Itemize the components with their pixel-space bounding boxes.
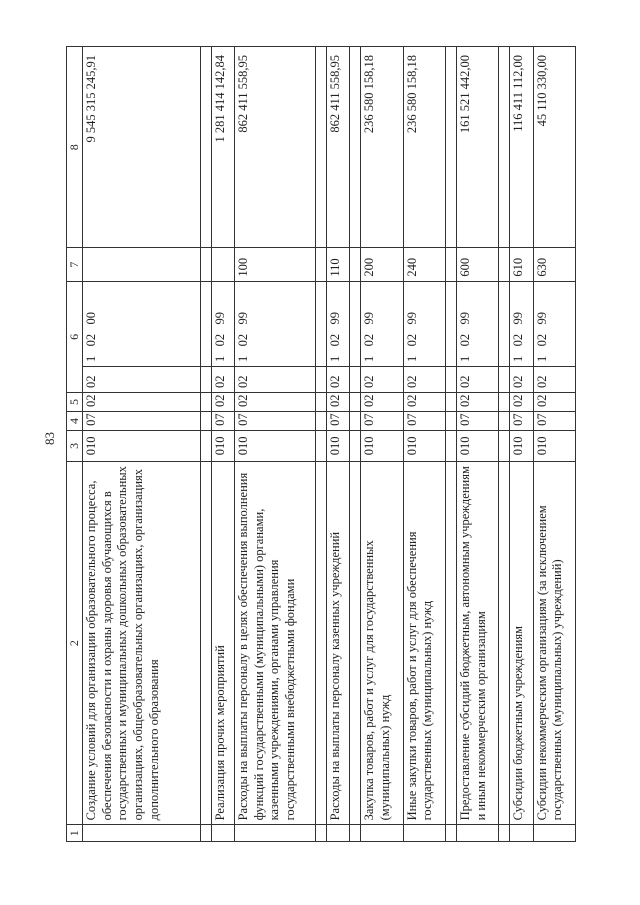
table-row xyxy=(457,47,499,842)
subsection-cell: 02 xyxy=(533,393,575,412)
section-cell: 07 xyxy=(361,411,403,430)
code-cell: 010 xyxy=(533,430,575,461)
row-number-cell xyxy=(457,825,499,842)
target-code-cell: 1 02 99 xyxy=(403,281,445,366)
amount-cell: 45 110 330,00 xyxy=(533,47,575,248)
target-code-cell: 1 02 99 xyxy=(510,281,533,366)
amount-cell: 116 411 112,00 xyxy=(510,47,533,248)
item-name-cell: Создание условий для организации образовательного процесса, обеспечения безопасности и охраны здоровья обучающихся в государственных и муниципальных дошкольных образовательных организациях, общеобразовательных организациях, организациях дополнительного образования xyxy=(83,461,201,825)
table-row xyxy=(212,47,235,842)
target-code-cell: 1 02 99 xyxy=(361,281,403,366)
target-prefix-cell: 02 xyxy=(361,366,403,392)
table-row xyxy=(361,47,403,842)
amount-cell: 236 580 158,18 xyxy=(403,47,445,248)
target-prefix-cell: 02 xyxy=(457,366,499,392)
row-number-cell xyxy=(235,825,316,842)
item-name-cell: Реализация прочих мероприятий xyxy=(212,461,235,825)
row-number-cell xyxy=(212,825,235,842)
amount-cell: 9 545 315 245,91 xyxy=(83,47,201,248)
section-cell: 07 xyxy=(403,411,445,430)
page-number: 83 xyxy=(42,432,57,445)
target-code-cell: 1 02 00 xyxy=(83,281,201,366)
item-name-cell: Расходы на выплаты персоналу в целях обеспечения выполнения функций государственными (муниципальными) органами, казенными учреждениями, органами управления государственными внебюджетными фондами xyxy=(235,461,316,825)
table-row xyxy=(83,47,201,842)
table-row xyxy=(235,47,316,842)
row-number-cell xyxy=(361,825,403,842)
section-cell: 07 xyxy=(533,411,575,430)
expense-type-cell xyxy=(83,248,201,281)
spacer-row xyxy=(201,47,212,842)
expense-type-cell: 200 xyxy=(361,248,403,281)
target-prefix-cell: 02 xyxy=(83,366,201,392)
subsection-cell: 02 xyxy=(403,393,445,412)
item-name-cell: Субсидии бюджетным учреждениям xyxy=(510,461,533,825)
target-code-cell: 1 02 99 xyxy=(533,281,575,366)
header-col-3: 3 xyxy=(67,430,83,461)
amount-cell: 1 281 414 142,84 xyxy=(212,47,235,248)
row-number-cell xyxy=(510,825,533,842)
target-prefix-cell: 02 xyxy=(533,366,575,392)
header-col-6: 6 xyxy=(67,281,83,392)
item-name-cell: Иные закупки товаров, работ и услуг для обеспечения государственных (муниципальных) нужд xyxy=(403,461,445,825)
table-row xyxy=(510,47,533,842)
subsection-cell: 02 xyxy=(327,393,350,412)
subsection-cell: 02 xyxy=(235,393,316,412)
header-col-2: 2 xyxy=(67,461,83,825)
subsection-cell: 02 xyxy=(457,393,499,412)
header-col-7: 7 xyxy=(67,248,83,281)
section-cell: 07 xyxy=(212,411,235,430)
target-prefix-cell: 02 xyxy=(403,366,445,392)
row-number-cell xyxy=(83,825,201,842)
expense-type-cell: 630 xyxy=(533,248,575,281)
code-cell: 010 xyxy=(510,430,533,461)
item-name-cell: Закупка товаров, работ и услуг для государственных (муниципальных) нужд xyxy=(361,461,403,825)
code-cell: 010 xyxy=(327,430,350,461)
header-col-8: 8 xyxy=(67,47,83,248)
target-prefix-cell: 02 xyxy=(327,366,350,392)
spacer-row xyxy=(446,47,457,842)
spacer-row xyxy=(499,47,510,842)
section-cell: 07 xyxy=(457,411,499,430)
header-col-4: 4 xyxy=(67,411,83,430)
header-row xyxy=(67,47,83,842)
code-cell: 010 xyxy=(212,430,235,461)
budget-table-container xyxy=(66,46,576,842)
expense-type-cell: 600 xyxy=(457,248,499,281)
item-name-cell: Субсидии некоммерческим организациям (за исключением государственных (муниципальных) учреждений) xyxy=(533,461,575,825)
spacer-row xyxy=(316,47,327,842)
item-name-cell: Предоставление субсидий бюджетным, автономным учреждениям и иным некоммерческим организациям xyxy=(457,461,499,825)
header-col-1: 1 xyxy=(67,825,83,842)
target-prefix-cell: 02 xyxy=(212,366,235,392)
target-code-cell: 1 02 99 xyxy=(327,281,350,366)
target-code-cell: 1 02 99 xyxy=(457,281,499,366)
amount-cell: 862 411 558,95 xyxy=(327,47,350,248)
code-cell: 010 xyxy=(403,430,445,461)
subsection-cell: 02 xyxy=(510,393,533,412)
code-cell: 010 xyxy=(235,430,316,461)
expense-type-cell xyxy=(212,248,235,281)
table-row xyxy=(403,47,445,842)
expense-type-cell: 100 xyxy=(235,248,316,281)
section-cell: 07 xyxy=(235,411,316,430)
header-col-5: 5 xyxy=(67,393,83,412)
expense-type-cell: 610 xyxy=(510,248,533,281)
target-code-cell: 1 02 99 xyxy=(235,281,316,366)
section-cell: 07 xyxy=(327,411,350,430)
target-code-cell: 1 02 99 xyxy=(212,281,235,366)
row-number-cell xyxy=(403,825,445,842)
target-prefix-cell: 02 xyxy=(235,366,316,392)
code-cell: 010 xyxy=(361,430,403,461)
expense-type-cell: 240 xyxy=(403,248,445,281)
amount-cell: 236 580 158,18 xyxy=(361,47,403,248)
row-number-cell xyxy=(533,825,575,842)
subsection-cell: 02 xyxy=(361,393,403,412)
target-prefix-cell: 02 xyxy=(510,366,533,392)
row-number-cell xyxy=(327,825,350,842)
table-row xyxy=(533,47,575,842)
subsection-cell: 02 xyxy=(212,393,235,412)
table-row xyxy=(327,47,350,842)
amount-cell: 862 411 558,95 xyxy=(235,47,316,248)
code-cell: 010 xyxy=(457,430,499,461)
budget-table xyxy=(66,46,576,842)
section-cell: 07 xyxy=(510,411,533,430)
spacer-row xyxy=(350,47,361,842)
item-name-cell: Расходы на выплаты персоналу казенных учреждений xyxy=(327,461,350,825)
expense-type-cell: 110 xyxy=(327,248,350,281)
code-cell: 010 xyxy=(83,430,201,461)
amount-cell: 161 521 442,00 xyxy=(457,47,499,248)
subsection-cell: 02 xyxy=(83,393,201,412)
section-cell: 07 xyxy=(83,411,201,430)
